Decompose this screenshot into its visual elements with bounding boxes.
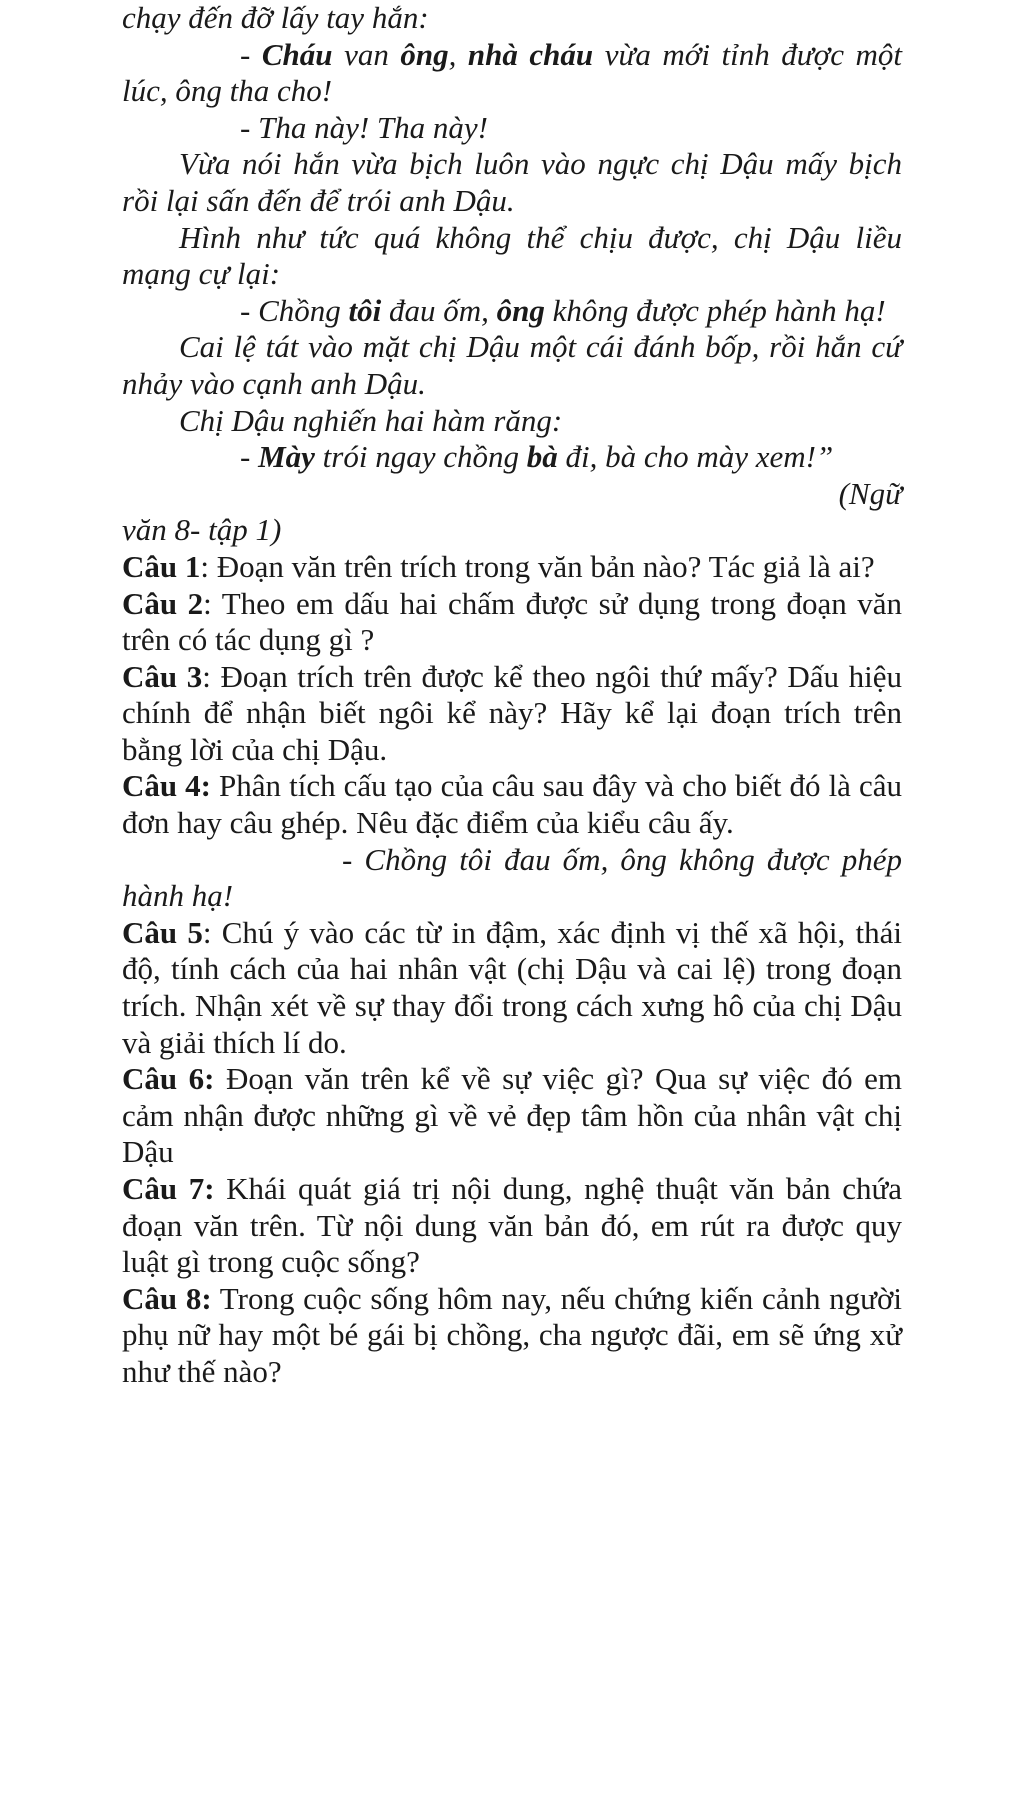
excerpt-dialogue-chong-toi: - Chồng tôi đau ốm, ông không được phép hành hạ! xyxy=(240,292,886,328)
excerpt-dialogue-chau-van-ong: - Cháu van ông, nhà cháu vừa mới tỉnh được một lúc, ông tha cho! xyxy=(122,36,902,109)
excerpt-line: chạy đến đỡ lấy tay hắn: xyxy=(122,0,429,35)
bold-word: nhà cháu xyxy=(467,36,594,72)
bold-word: ông xyxy=(496,292,545,328)
bold-word: Mày xyxy=(258,439,315,475)
question-text: Khái quát giá trị nội dung, nghệ thuật văn bản chứa đoạn văn trên. Từ nội dung văn bản đó, em rút ra được quy luật gì trong cuộc sống? xyxy=(122,1171,903,1280)
question-text: Chú ý vào các từ in đậm, xác định vị thế xã hội, thái độ, tính cách của hai nhân vật (chị Dậu và cai lệ) trong đoạn trích. Nhận xét về sự thay đổi trong cách xưng hô của chị Dậu và giải thích lí do. xyxy=(122,914,902,1060)
question-4-example-sentence: - Chồng tôi đau ốm, ông không được phép hành hạ! xyxy=(122,841,902,914)
question-text: Phân tích cấu tạo của câu sau đây và cho biết đó là câu đơn hay câu ghép. Nêu đặc điểm của kiểu câu ấy. xyxy=(122,768,903,841)
bold-word: Cháu xyxy=(261,36,333,72)
bold-word: tôi xyxy=(348,292,382,328)
question-text: Đoạn văn trên trích trong văn bản nào? Tác giả là ai? xyxy=(216,548,875,584)
question-item: Câu 2: Theo em dấu hai chấm được sử dụng trong đoạn văn trên có tác dụng gì ? xyxy=(122,585,902,658)
question-label: Câu 5 xyxy=(122,914,203,950)
excerpt-narration: Cai lệ tát vào mặt chị Dậu một cái đánh bốp, rồi hắn cứ nhảy vào cạnh anh Dậu. xyxy=(122,329,902,401)
source-citation-cont: văn 8- tập 1) xyxy=(122,512,282,548)
question-item: Câu 3: Đoạn trích trên được kể theo ngôi thứ mấy? Dấu hiệu chính để nhận biết ngôi kể này? Hãy kể lại đoạn trích trên bằng lời của chị Dậu. xyxy=(122,658,902,767)
question-text: Trong cuộc sống hôm nay, nếu chứng kiến cảnh người phụ nữ hay một bé gái bị chồng, cha ngược đãi, em sẽ ứng xử như thế nào? xyxy=(122,1280,902,1389)
excerpt-narration: Chị Dậu nghiến hai hàm răng: xyxy=(179,402,563,438)
bold-word: ông xyxy=(400,36,449,72)
bold-word: bà xyxy=(526,439,558,475)
question-item xyxy=(122,1281,902,1391)
question-item xyxy=(122,768,902,841)
question-label: Câu 4: xyxy=(122,768,211,804)
question-item xyxy=(122,1061,902,1171)
question-text: Đoạn văn trên kể về sự việc gì? Qua sự việc đó em cảm nhận được những gì về vẻ đẹp tâm hồn của nhân vật chị Dậu xyxy=(122,1061,903,1170)
question-list xyxy=(122,549,902,1391)
question-label: Câu 1 xyxy=(122,548,201,584)
question-text: Đoạn trích trên được kể theo ngôi thứ mấy? Dấu hiệu chính để nhận biết ngôi kể này? Hãy kể lại đoạn trích trên bằng lời của chị Dậu. xyxy=(122,658,902,767)
excerpt-dialogue-tha-nay: - Tha này! Tha này! xyxy=(240,109,488,145)
question-label: Câu 8: xyxy=(122,1280,212,1316)
document-body xyxy=(122,0,902,1391)
question-item xyxy=(122,1171,902,1281)
question-item: Câu 1: Đoạn văn trên trích trong văn bản nào? Tác giả là ai? xyxy=(122,548,875,584)
question-label: Câu 6: xyxy=(122,1061,215,1097)
question-text: Theo em dấu hai chấm được sử dụng trong đoạn văn trên có tác dụng gì ? xyxy=(122,585,902,658)
question-item: Câu 5: Chú ý vào các từ in đậm, xác định vị thế xã hội, thái độ, tính cách của hai nhân vật (chị Dậu và cai lệ) trong đoạn trích. Nhận xét về sự thay đổi trong cách xưng hô của chị Dậu và giải thích lí do. xyxy=(122,914,902,1060)
source-citation: (Ngữ xyxy=(838,475,902,511)
question-label: Câu 7: xyxy=(122,1171,215,1206)
excerpt-narration: Vừa nói hắn vừa bịch luôn vào ngực chị Dậu mấy bịch rồi lại sấn đến để trói anh Dậu. xyxy=(122,146,902,218)
question-label: Câu 3 xyxy=(122,658,203,694)
question-label: Câu 2 xyxy=(122,585,204,621)
excerpt-narration: Hình như tức quá không thể chịu được, chị Dậu liều mạng cự lại: xyxy=(122,219,902,292)
excerpt-dialogue-may-troi: - Mày trói ngay chồng bà đi, bà cho mày xem!” xyxy=(240,439,834,475)
